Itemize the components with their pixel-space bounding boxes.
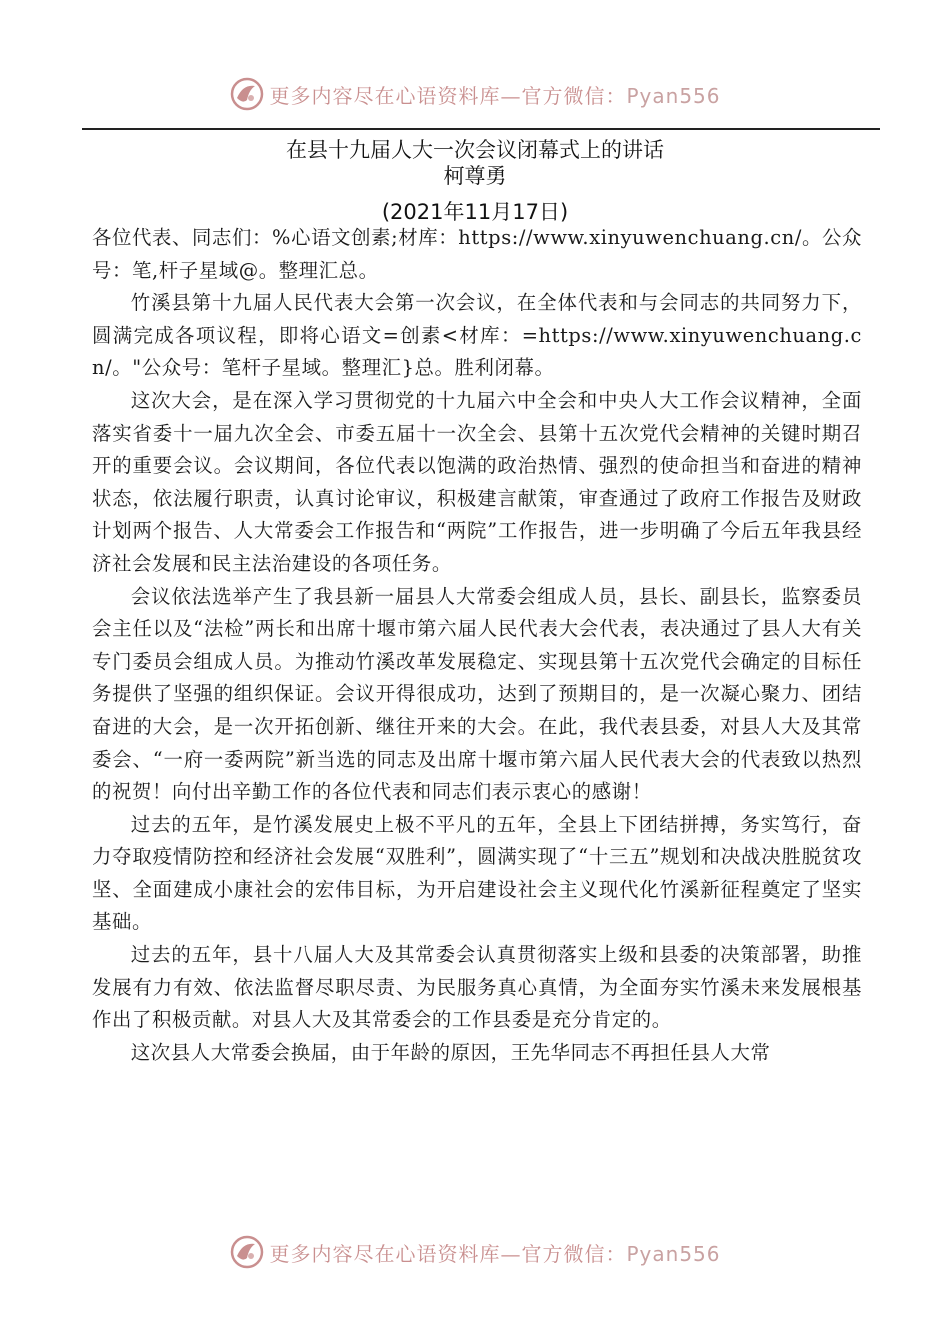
banner-text: 更多内容尽在心语资料库—官方微信：Pyan556 xyxy=(269,1241,721,1266)
document-date: (2021年11月17日) xyxy=(381,200,569,224)
header-banner xyxy=(0,74,950,114)
circle-logo-icon xyxy=(229,1234,265,1270)
document-author: 柯尊勇 xyxy=(443,164,507,188)
document-title: 在县十九届人大一次会议闭幕式上的讲话 xyxy=(286,138,664,162)
paragraph: 过去的五年，县十八届人大及其常委会认真贯彻落实上级和县委的决策部署，助推发展有力有效、依法监督尽职尽责、为民服务真心真情，为全面夯实竹溪未来发展根基作出了积极贡献。对县人大及其常委会的工作县委是充分肯定的。 xyxy=(92,943,862,1032)
header-rule xyxy=(82,128,880,130)
paragraph: 竹溪县第十九届人民代表大会第一次会议，在全体代表和与会同志的共同努力下，圆满完成各项议程，即将心语文=创素<材库：=https://www.xinyuwenchuang.cn/。"公众号：笔杆子星域。整理汇}总。胜利闭幕。 xyxy=(92,291,862,380)
paragraph-salutation: 各位代表、同志们：%心语文创素;材库：https://www.xinyuwenchuang.cn/。公众号：笔,杆子星域@。整理汇总。 xyxy=(92,226,862,282)
paragraph: 过去的五年，是竹溪发展史上极不平凡的五年，全县上下团结拼搏，务实笃行，奋力夺取疫情防控和经济社会发展“双胜利”，圆满实现了“十三五”规划和决战决胜脱贫攻坚、全面建成小康社会的宏伟目标，为开启建设社会主义现代化竹溪新征程奠定了坚实基础。 xyxy=(92,812,862,934)
footer-banner xyxy=(0,1232,950,1272)
paragraph: 会议依法选举产生了我县新一届县人大常委会组成人员，县长、副县长，监察委员会主任以及“法检”两长和出席十堰市第六届人民代表大会代表，表决通过了县人大有关专门委员会组成人员。为推动竹溪改革发展稳定、实现县第十五次党代会确定的目标任务提供了坚强的组织保证。会议开得很成功，达到了预期目的，是一次凝心聚力、团结奋进的大会，是一次开拓创新、继往开来的大会。在此，我代表县委，对县人大及其常委会、“一府一委两院”新当选的同志及出席十堰市第六届人民代表大会的代表致以热烈的祝贺！向付出辛勤工作的各位代表和同志们表示衷心的感谢！ xyxy=(92,584,862,804)
circle-logo-icon xyxy=(229,76,265,112)
wechat-id: Pyan556 xyxy=(626,1241,721,1266)
paragraph: 这次县人大常委会换届，由于年龄的原因，王先华同志不再担任县人大常 xyxy=(130,1040,771,1064)
document-body xyxy=(92,222,862,1069)
banner-text: 更多内容尽在心语资料库—官方微信：Pyan556 xyxy=(269,83,721,108)
wechat-id: Pyan556 xyxy=(626,83,721,108)
paragraph: 这次大会，是在深入学习贯彻党的十九届六中全会和中央人大工作会议精神，全面落实省委十一届九次全会、市委五届十一次全会、县第十五次党代会精神的关键时期召开的重要会议。会议期间，各位代表以饱满的政治热情、强烈的使命担当和奋进的精神状态，依法履行职责，认真讨论审议，积极建言献策，审查通过了政府工作报告及财政计划两个报告、人大常委会工作报告和“两院”工作报告，进一步明确了今后五年我县经济社会发展和民主法治建设的各项任务。 xyxy=(92,388,862,575)
